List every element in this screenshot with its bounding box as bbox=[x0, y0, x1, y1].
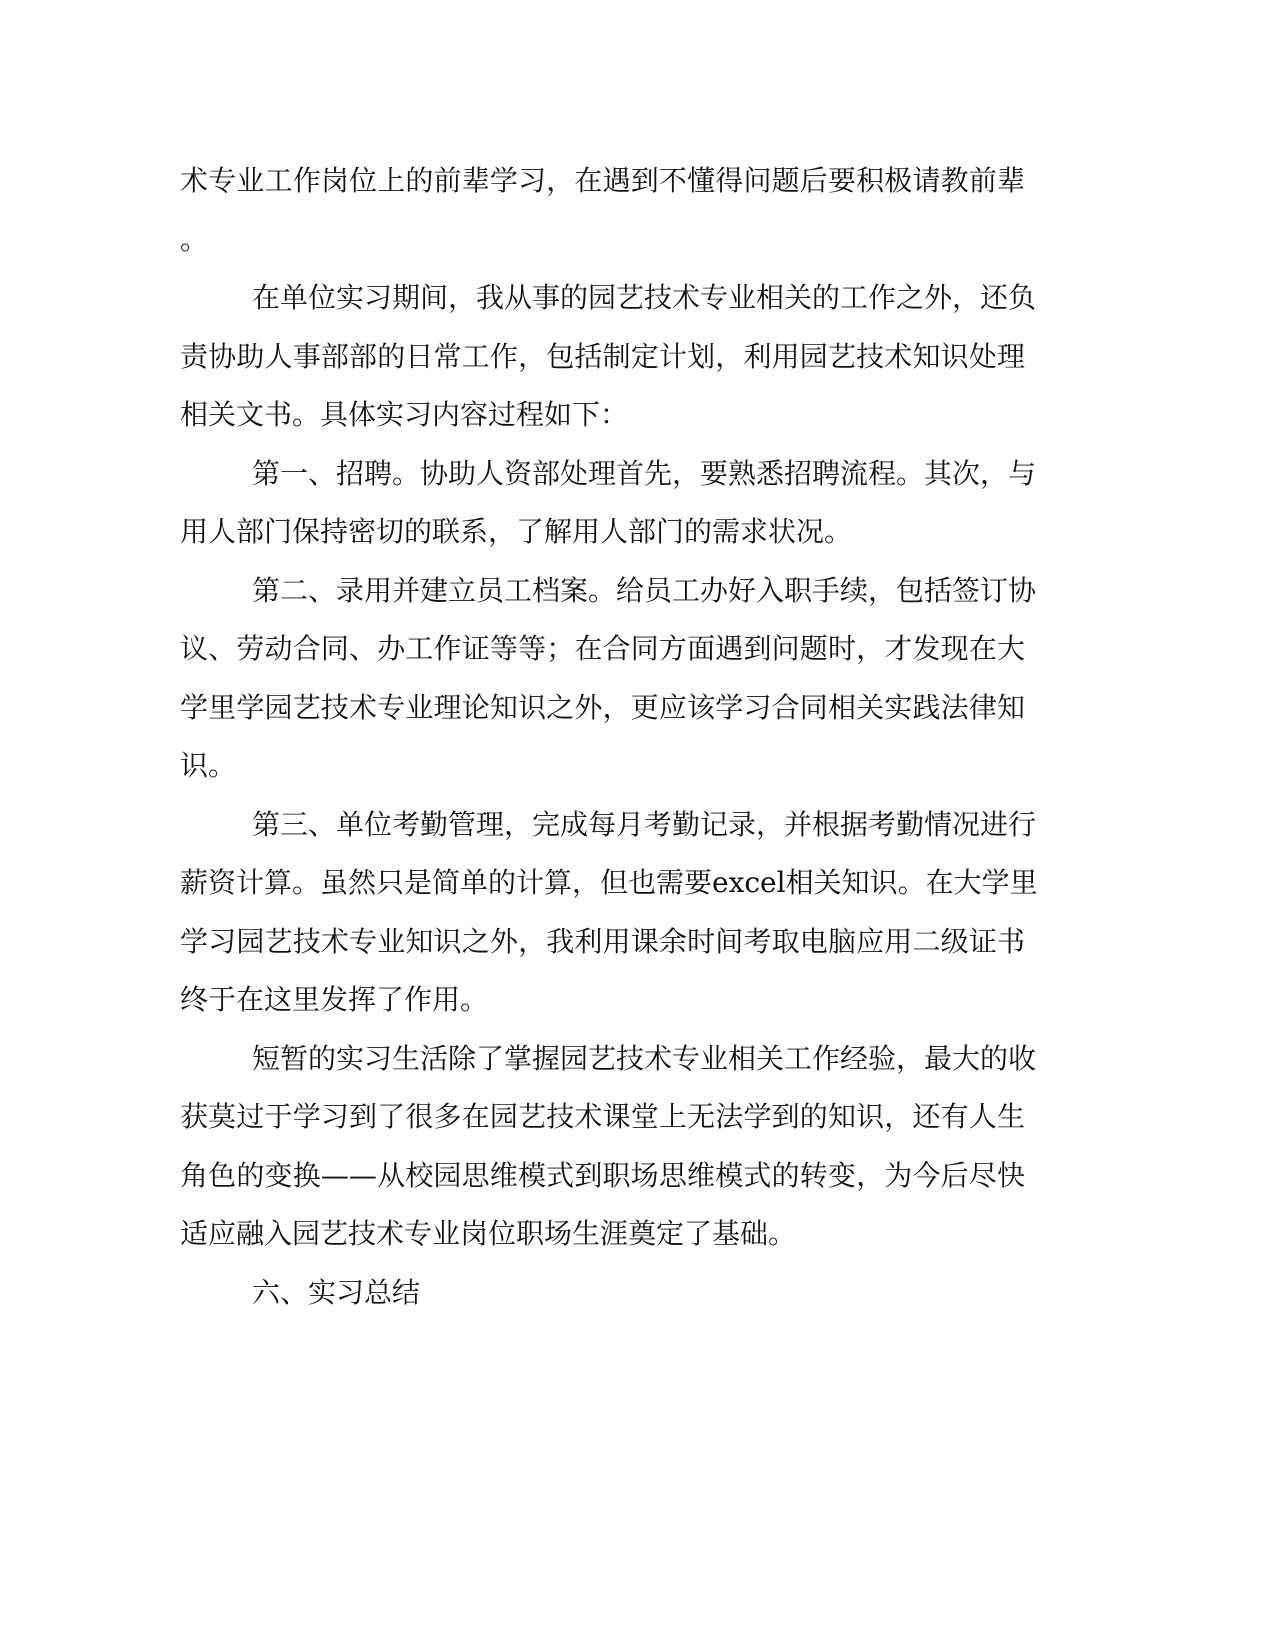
text-line: 薪资计算。虽然只是简单的计算，但也需要excel相关知识。在大学里 bbox=[180, 866, 1038, 899]
paragraph-continuation bbox=[180, 152, 1025, 269]
text-line: 术专业工作岗位上的前辈学习，在遇到不懂得问题后要积极请教前辈 bbox=[180, 164, 1025, 197]
paragraph-attendance bbox=[180, 796, 1038, 1030]
document-body bbox=[180, 152, 1038, 1322]
paragraph-employee-files bbox=[180, 562, 1037, 796]
section-heading-text: 六、实习总结 bbox=[252, 1275, 421, 1309]
text-line: 。 bbox=[180, 222, 209, 256]
text-line: 在单位实习期间，我从事的园艺技术专业相关的工作之外，还负 bbox=[252, 281, 1037, 314]
paragraph-gains bbox=[180, 1030, 1037, 1264]
text-line: 适应融入园艺技术专业岗位职场生涯奠定了基础。 bbox=[180, 1217, 797, 1250]
paragraph-unit-internship bbox=[180, 269, 1037, 445]
paragraph-recruitment bbox=[180, 445, 1037, 562]
text-line: 第二、录用并建立员工档案。给员工办好入职手续，包括签订协 bbox=[252, 573, 1037, 607]
text-line: 角色的变换——从校园思维模式到职场思维模式的转变，为今后尽快 bbox=[180, 1158, 1025, 1192]
text-line: 短暂的实习生活除了掌握园艺技术专业相关工作经验，最大的收 bbox=[252, 1041, 1037, 1075]
section-heading bbox=[180, 1264, 1025, 1323]
text-line: 相关文书。具体实习内容过程如下： bbox=[180, 398, 629, 431]
text-line: 获莫过于学习到了很多在园艺技术课堂上无法学到的知识，还有人生 bbox=[180, 1100, 1025, 1133]
text-line: 责协助人事部部的日常工作，包括制定计划，利用园艺技术知识处理 bbox=[180, 339, 1025, 373]
text-line: 学里学园艺技术专业理论知识之外，更应该学习合同相关实践法律知 bbox=[180, 690, 1025, 724]
text-line: 终于在这里发挥了作用。 bbox=[180, 983, 489, 1016]
text-line: 议、劳动合同、办工作证等等；在合同方面遇到问题时，才发现在大 bbox=[180, 632, 1025, 665]
text-line: 第三、单位考勤管理，完成每月考勤记录，并根据考勤情况进行 bbox=[252, 807, 1037, 841]
text-line: 用人部门保持密切的联系，了解用人部门的需求状况。 bbox=[180, 515, 853, 548]
text-line: 学习园艺技术专业知识之外，我利用课余时间考取电脑应用二级证书 bbox=[180, 924, 1025, 958]
text-line: 第一、招聘。协助人资部处理首先，要熟悉招聘流程。其次，与 bbox=[252, 456, 1037, 490]
text-line: 识。 bbox=[180, 749, 237, 782]
